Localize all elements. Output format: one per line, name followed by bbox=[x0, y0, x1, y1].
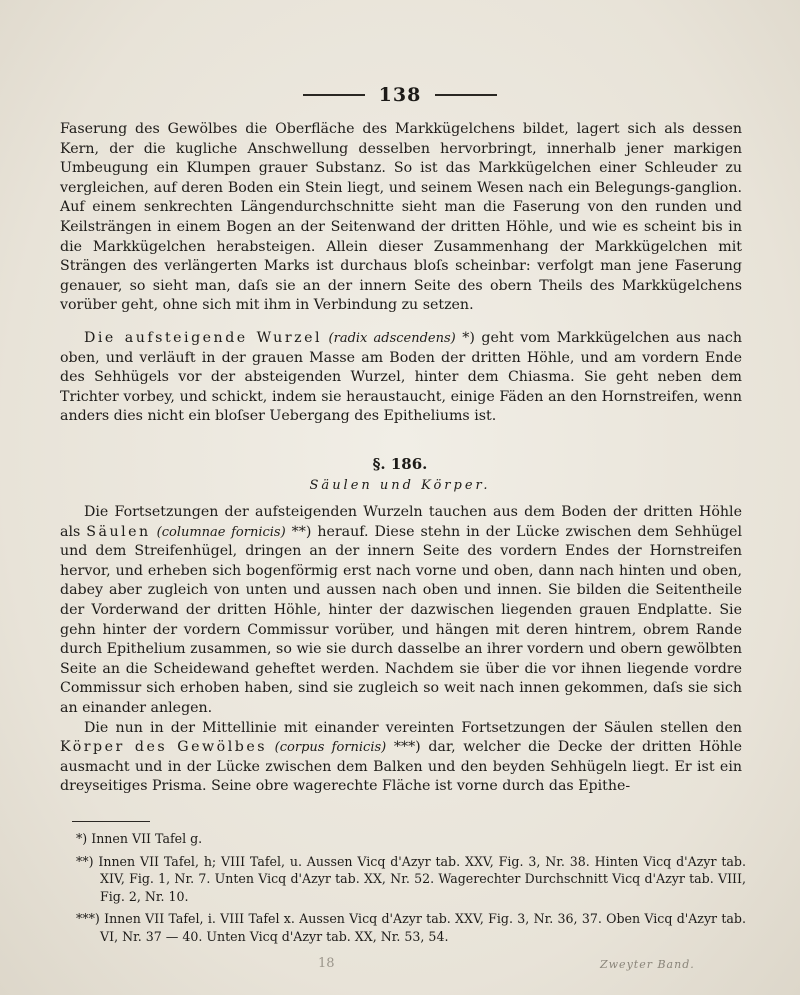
footnotes bbox=[76, 830, 746, 950]
term-koerper: Körper des Gewölbes bbox=[60, 739, 268, 756]
paragraph-text: Die nun in der Mittellinie mit einander vereinten Fortsetzungen der Säulen stellen den Körper des Gewölbes (corpus fornicis) ***) dar, welcher die Decke der dritten Höhle ausmacht und in der Lücke zwischen dem Balken und den beyden Sehhügeln liegt. Er ist ein dreyseitiges Prisma. Seine obre wagerechte Fläche ist vorne durch das Epithe- bbox=[60, 719, 742, 795]
footnote: *) Innen VII Tafel g. bbox=[76, 831, 203, 846]
signature-mark: 18 bbox=[318, 956, 335, 971]
term-wurzel: Die aufsteigende Wurzel bbox=[84, 330, 323, 346]
page-header bbox=[0, 84, 800, 106]
section-subheading: Säulen und Körper. bbox=[309, 478, 491, 493]
paragraph-text: Faserung des Gewölbes die Oberfläche des Markkügelchens bildet, lagert sich als dessen Kern, der die kugliche Anschwellung desselben hervorbringt, innerhalb jener markigen Umbeugung ein Klumpen grauer Substanz. So ist das Markkügelchen einer Schleuder zu vergleichen, auf deren Boden ein Stein liegt, und seinem Wesen nach ein Belegungs-ganglion. Auf einem senkrechten Längendurchschnitte sieht man die Faserung von den runden und Keilsträngen in einem Bogen an der Seitenwand der dritten Höhle, und wie es scheint bis in die Markkügelchen herabsteigen. Allein dieser Zusammenhang der Markkügelchen mit Strängen des verlängerten Marks ist durchaus bloſs scheinbar: verfolgt man jene Faserung genauer, so sieht man, daſs sie an der innern Seite des obern Theils des Markkügelchens vorüber geht, ohne sich mit ihm in Verbindung zu setzen. bbox=[60, 121, 742, 314]
footnote-rule bbox=[72, 821, 150, 822]
paragraph-text: Die Fortsetzungen der aufsteigenden Wurzeln tauchen aus dem Boden der dritten Höhle als Säulen (columnae fornicis) **) herauf. Diese stehn in der Lücke zwischen dem Sehhügel und dem Streifenhügel, dringen an der innern Seite des vordern Endes der Hornstreifen hervor, und erheben sich bogenförmig erst nach vorne und oben, dann nach hinten und oben, dabey aber zugleich von unten und aussen nach oben und innen. Sie bilden die Seitentheile der Vorderwand der dritten Höhle, hinter der dazwischen liegenden grauen Endplatte. Sie gehn hinter der vordern Commissur vorüber, und hängen mit deren hintrem, obrem Rande durch Epithelium zusammen, so wie sie durch dasselbe an ihrer vordern und obern gewölbten Seite an die Scheidewand geheftet werden. Nachdem sie über die vor ihnen liegende vordre Commissur sich erhoben haben, sind sie zugleich so weit nach innen gekommen, daſs sie sich an einander anlegen. bbox=[60, 504, 742, 716]
latin-term: (radix adscendens) bbox=[328, 331, 456, 346]
paragraph-continued bbox=[60, 120, 742, 316]
latin-term: (columnae fornicis) bbox=[156, 524, 286, 540]
paragraph-radix bbox=[60, 329, 742, 427]
section-body bbox=[60, 503, 742, 797]
term-saeulen: Säulen bbox=[86, 523, 151, 540]
latin-term: (corpus fornicis) bbox=[274, 740, 387, 756]
header-rule-right bbox=[435, 94, 497, 96]
header-rule-left bbox=[303, 94, 365, 96]
page-number: 138 bbox=[378, 84, 422, 106]
footnote: ***) Innen VII Tafel, i. VIII Tafel x. Aussen Vicq d'Azyr tab. XXV, Fig. 3, Nr. 36, 37. Oben Vicq d'Azyr tab. VI, Nr. 37 — 40. Unten Vicq d'Azyr tab. XX, Nr. 53, 54. bbox=[76, 911, 746, 944]
paragraph-text bbox=[60, 329, 742, 427]
paragraph-rest: *) geht vom Markkügelchen aus nach oben, und verläuft in der grauen Masse am Boden der dritten Höhle, und am vordern Ende des Sehhügels vor der absteigenden Wurzel, hinter dem Chiasma. Sie geht neben dem Trichter vorbey, und schickt, indem sie heraustaucht, einige Fäden an den Hornstreifen, wenn anders dies nicht ein bloſser Uebergang des Epitheliums ist. bbox=[60, 330, 742, 425]
footnote: **) Innen VII Tafel, h; VIII Tafel, u. Aussen Vicq d'Azyr tab. XXV, Fig. 3, Nr. 38. Hinten Vicq d'Azyr tab. XIV, Fig. 1, Nr. 7. Unten Vicq d'Azyr tab. XX, Nr. 52. Wagerechter Durchschnitt Vicq d'Azyr tab. VIII, Fig. 2, Nr. 10. bbox=[76, 853, 746, 904]
section-heading: §. 186. bbox=[372, 455, 428, 473]
volume-mark: Zweyter Band. bbox=[600, 958, 695, 971]
